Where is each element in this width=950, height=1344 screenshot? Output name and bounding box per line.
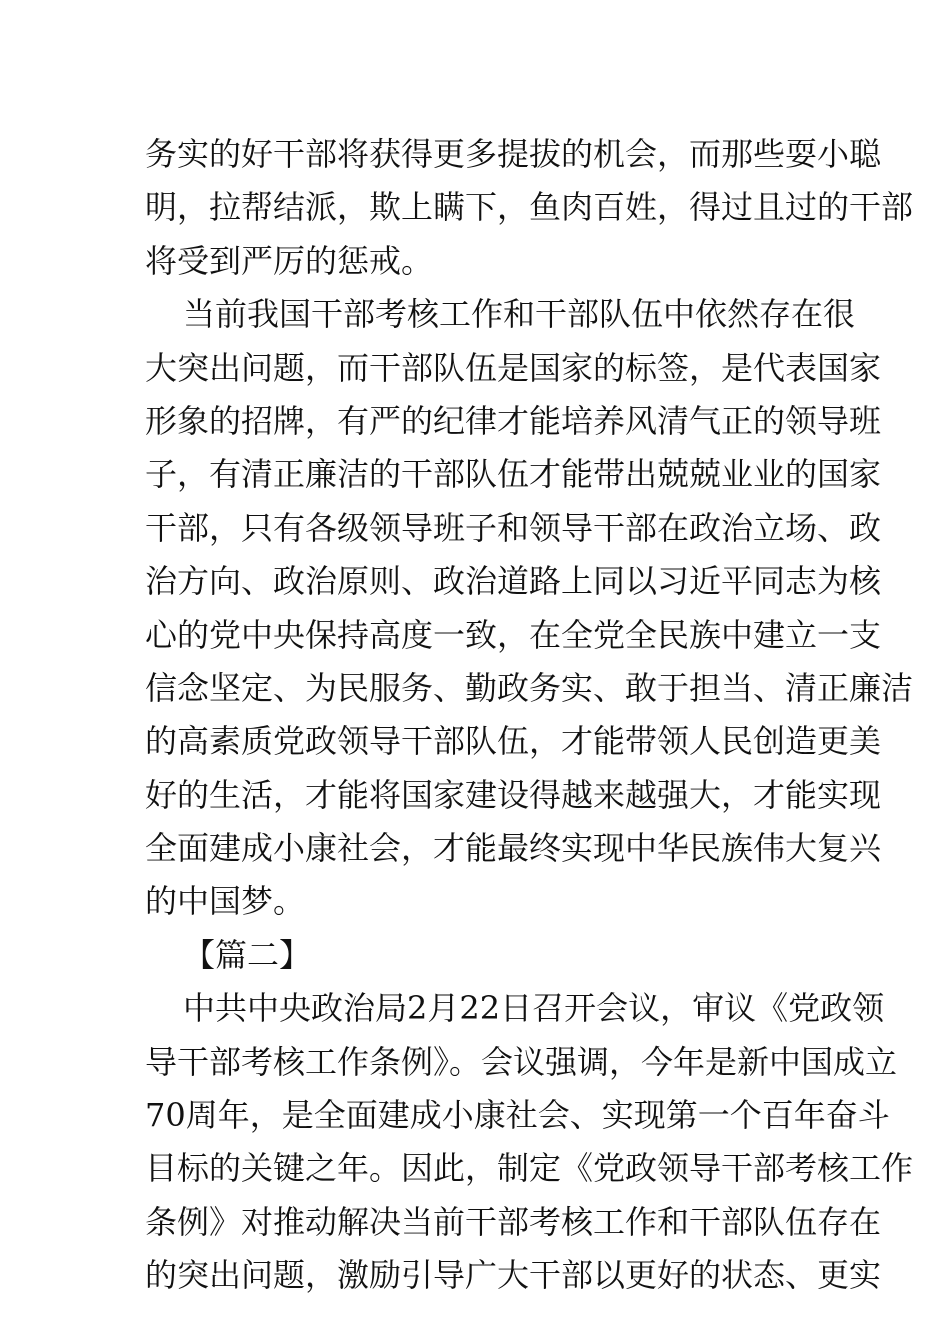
text-line: 好的生活，才能将国家建设得越来越强大，才能实现 xyxy=(145,775,882,814)
text-line: 务实的好干部将获得更多提拔的机会，而那些耍小聪 xyxy=(145,135,882,173)
text-line: 明，拉帮结派，欺上瞒下，鱼肉百姓，得过且过的干部 xyxy=(145,188,914,227)
text-line: 信念坚定、为民服务、勤政务实、敢于担当、清正廉洁 xyxy=(145,668,914,707)
text-line: 全面建成小康社会，才能最终实现中华民族伟大复兴 xyxy=(145,829,882,868)
text-line: 的高素质党政领导干部队伍，才能带领人民创造更美 xyxy=(145,722,882,761)
text-line: 导干部考核工作条例》。会议强调，今年是新中国成立 xyxy=(145,1042,898,1081)
section-heading: 【篇二】 xyxy=(183,935,312,974)
text-line: 心的党中央保持高度一致，在全党全民族中建立一支 xyxy=(145,615,882,654)
body-text xyxy=(145,128,914,1303)
text-line: 干部，只有各级领导班子和领导干部在政治立场、政 xyxy=(145,508,882,547)
text-line: 形象的招牌，有严的纪律才能培养风清气正的领导班 xyxy=(145,401,882,440)
text-line: 条例》对推动解决当前干部考核工作和干部队伍存在 xyxy=(145,1202,882,1241)
paragraph-start-line: 当前我国干部考核工作和干部队伍中依然存在很 xyxy=(183,295,856,334)
text-line: 治方向、政治原则、政治道路上同以习近平同志为核 xyxy=(145,562,882,601)
text-line: 的突出问题，激励引导广大干部以更好的状态、更实 xyxy=(145,1256,882,1295)
text-line: 目标的关键之年。因此，制定《党政领导干部考核工作 xyxy=(145,1149,914,1188)
text-line: 子，有清正廉洁的干部队伍才能带出兢兢业业的国家 xyxy=(145,455,882,494)
text-line: 的中国梦。 xyxy=(145,882,306,921)
text-line: 大突出问题，而干部队伍是国家的标签，是代表国家 xyxy=(145,348,882,387)
text-line: 将受到严厉的惩戒。 xyxy=(145,241,434,280)
text-line: 70周年，是全面建成小康社会、实现第一个百年奋斗 xyxy=(145,1096,890,1135)
paragraph-start-line: 中共中央政治局2月22日召开会议，审议《党政领 xyxy=(183,989,885,1028)
